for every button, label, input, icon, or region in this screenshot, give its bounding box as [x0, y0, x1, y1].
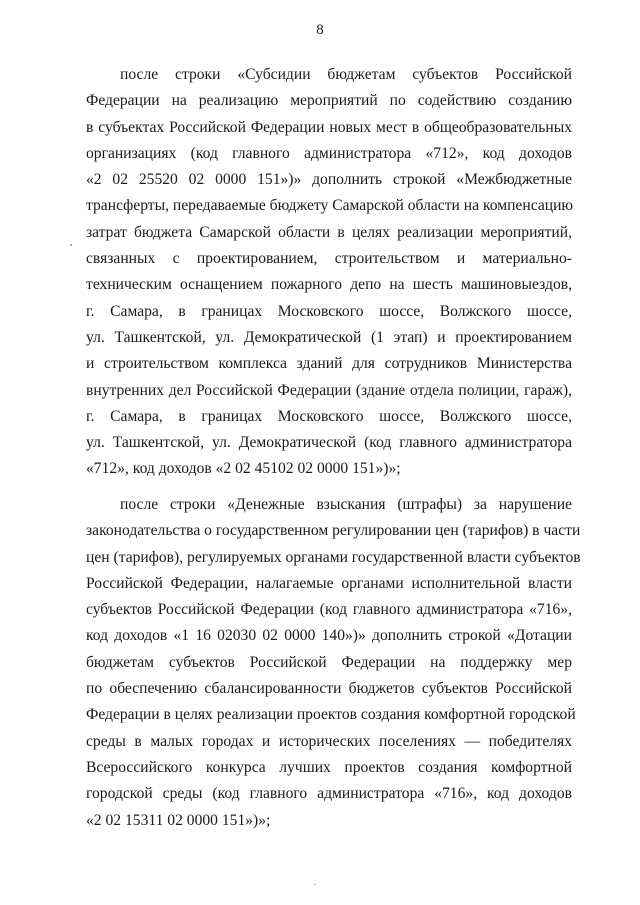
- text-line: внутренних дел Российской Федерации (здание отдела полиции, гараж),: [86, 381, 572, 399]
- text-line: Российской Федерации, налагаемые органами исполнительной власти: [86, 574, 572, 592]
- text-line: техническим оснащением пожарного депо на шесть машиновыездов,: [86, 276, 572, 294]
- text-line: г. Самара, в границах Московского шоссе, Волжского шоссе,: [86, 302, 572, 320]
- text-line: «712», код доходов «2 02 45102 02 0000 151»)»;: [86, 460, 401, 478]
- text-line: Федерации в целях реализации проектов создания комфортной городской: [86, 706, 576, 724]
- text-line: субъектов Российской Федерации (код главного администратора «716»,: [86, 601, 572, 619]
- scan-speck: [314, 884, 316, 885]
- text-line: после строки «Денежные взыскания (штрафы) за нарушение: [120, 496, 572, 513]
- text-line: «2 02 15311 02 0000 151»)»;: [86, 811, 271, 829]
- text-line: организациях (код главного администратора «712», код доходов: [86, 144, 572, 162]
- margin-mark: [70, 244, 72, 246]
- text-line: г. Самара, в границах Московского шоссе, Волжского шоссе,: [86, 407, 572, 425]
- text-line: в субъектах Российской Федерации новых мест в общеобразовательных: [86, 118, 572, 136]
- paragraph-1: [86, 62, 572, 483]
- paragraph-2: [86, 492, 581, 834]
- text-line: «2 02 25520 02 0000 151»)» дополнить строкой «Межбюджетные: [86, 171, 572, 189]
- text-line: затрат бюджета Самарской области в целях реализации мероприятий,: [86, 223, 572, 241]
- text-line: среды в малых городах и исторических поселениях — победителях: [86, 732, 572, 750]
- text-line: и строительством комплекса зданий для сотрудников Министерства: [86, 355, 572, 373]
- text-line: код доходов «1 16 02030 02 0000 140»)» дополнить строкой «Дотации: [86, 627, 572, 645]
- text-line: ул. Ташкентской, ул. Демократической (1 этап) и проектированием: [86, 328, 572, 346]
- text-line: городской среды (код главного администратора «716», код доходов: [86, 785, 572, 803]
- text-line: связанных с проектированием, строительством и материально-: [86, 250, 572, 268]
- text-line: после строки «Субсидии бюджетам субъектов Российской: [120, 66, 572, 83]
- text-line: Всероссийского конкурса лучших проектов создания комфортной: [86, 758, 572, 776]
- text-line: трансферты, передаваемые бюджету Самарской области на компенсацию: [86, 197, 574, 215]
- text-line: по обеспечению сбалансированности бюджетов субъектов Российской: [86, 680, 572, 698]
- text-line: законодательства о государственном регулировании цен (тарифов) в части: [86, 522, 581, 540]
- text-line: бюджетам субъектов Российской Федерации на поддержку мер: [86, 653, 572, 671]
- text-line: ул. Ташкентской, ул. Демократической (код главного администратора: [86, 434, 572, 452]
- page-number: 8: [316, 22, 324, 38]
- text-line: цен (тарифов), регулируемых органами государственной власти субъектов: [86, 548, 581, 566]
- text-line: Федерации на реализацию мероприятий по содействию созданию: [86, 92, 572, 110]
